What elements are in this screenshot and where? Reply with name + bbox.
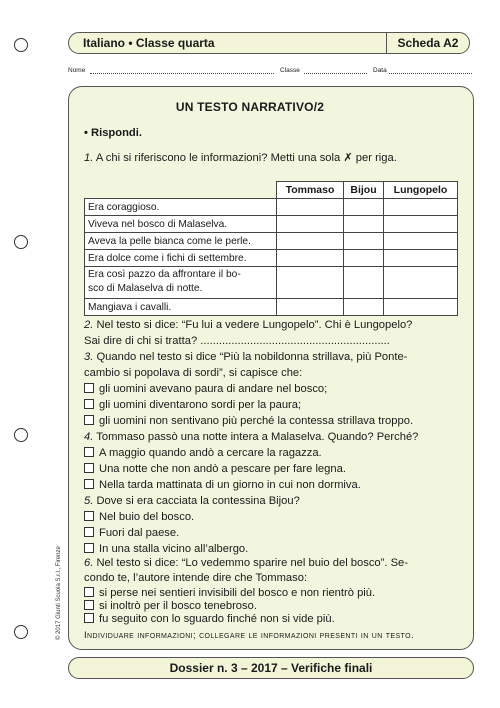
option-item[interactable] [84,415,413,427]
subject-label: Italiano • Classe quarta [83,36,215,50]
answer-cell[interactable] [384,250,458,267]
table-header: Lungopelo [384,182,458,199]
date-field[interactable] [389,72,472,74]
question-text: Tommaso passò una notte intera a Malaselva. Quando? Perché? [96,431,419,443]
question-6 [84,557,408,569]
checkbox[interactable] [84,511,94,521]
learning-objectives: Individuare informazioni; collegare le informazioni presenti in un testo. [84,630,414,641]
footer-bar: Dossier n. 3 – 2017 – Verifiche finali [68,657,474,679]
checkbox[interactable] [84,587,94,597]
class-field[interactable] [304,72,367,74]
row-label: Era coraggioso. [85,199,277,216]
checkbox[interactable] [84,383,94,393]
table-row [85,250,458,267]
option-item[interactable] [84,383,327,395]
option-item[interactable] [84,587,375,599]
class-label: Classe [280,67,300,74]
answer-cell[interactable] [384,199,458,216]
binder-hole [14,428,28,442]
table-row [85,267,458,299]
answer-cell[interactable] [344,299,384,316]
question-text: Quando nel testo si dice “Più la nobildonna strillava, più Ponte- [96,351,408,363]
question-6-cont: condo te, l’autore intende dire che Tommaso: [84,572,308,584]
question-number: 2. [84,319,94,331]
checkbox[interactable] [84,613,94,623]
question-number: 4. [84,431,94,443]
question-number: 1. [84,152,94,164]
checkbox[interactable] [84,527,94,537]
row-label [85,267,277,299]
table-header: Bijou [344,182,384,199]
question-2-answer-line: Sai dire di chi si tratta? ............................................................. [84,335,390,347]
answer-cell[interactable] [344,199,384,216]
option-item[interactable] [84,600,257,612]
answer-cell[interactable] [344,250,384,267]
question-1 [84,151,397,164]
question-text: Nel testo si dice: “Fu lui a vedere Lungopelo”. Chi è Lungopelo? [96,319,413,331]
row-label: Era dolce come i fichi di settembre. [85,250,277,267]
answer-cell[interactable] [277,199,344,216]
option-item[interactable] [84,527,179,539]
checkbox[interactable] [84,600,94,610]
row-label: Viveva nel bosco di Malaselva. [85,216,277,233]
question-number: 5. [84,495,94,507]
answer-cell[interactable] [384,267,458,299]
option-label: A maggio quando andò a cercare la ragazza. [99,447,322,459]
date-label: Data [373,67,387,74]
page-title: UN TESTO NARRATIVO/2 [175,100,325,114]
checkbox[interactable] [84,479,94,489]
copyright-note: © 2017 Giunti Scuola S.r.l., Firenze [56,546,62,640]
answer-cell[interactable] [277,233,344,250]
checkbox[interactable] [84,543,94,553]
option-label: gli uomini non sentivano più perché la contessa strillava troppo. [99,415,414,427]
table-row [85,199,458,216]
answer-table [84,181,458,316]
question-text: A chi si riferiscono le informazioni? Metti una sola ✗ per riga. [95,152,397,164]
question-number: 3. [84,351,94,363]
option-label: si inoltrò per il bosco tenebroso. [99,600,257,612]
answer-cell[interactable] [277,267,344,299]
question-number: 6. [84,557,94,569]
row-label: Aveva la pelle bianca come le perle. [85,233,277,250]
answer-cell[interactable] [344,233,384,250]
instruction: • Rispondi. [84,127,142,139]
binder-hole [14,625,28,639]
checkbox[interactable] [84,463,94,473]
question-5 [84,495,300,507]
row-label-line: sco di Malaselva di notte. [88,283,203,294]
answer-cell[interactable] [277,250,344,267]
option-label: gli uomini diventarono sordi per la paura; [99,399,302,411]
answer-cell[interactable] [384,299,458,316]
answer-cell[interactable] [384,216,458,233]
question-text: Dove si era cacciata la contessina Bijou? [96,495,300,507]
option-label: Nella tarda mattinata di un giorno in cui non dormiva. [99,479,361,491]
student-info-line [68,67,472,77]
row-label: Mangiava i cavalli. [85,299,277,316]
option-label: gli uomini avevano paura di andare nel bosco; [99,383,328,395]
binder-hole [14,235,28,249]
header-bar [68,32,470,54]
question-2 [84,319,412,331]
question-3 [84,351,407,363]
answer-cell[interactable] [277,299,344,316]
option-label: si perse nei sentieri invisibili del bosco e non rientrò più. [99,587,376,599]
option-label: Una notte che non andò a pescare per fare legna. [99,463,346,475]
table-corner [85,182,277,199]
checkbox[interactable] [84,415,94,425]
row-label-line: Era così pazzo da affrontare il bo- [88,269,241,280]
option-item[interactable] [84,447,322,459]
option-item[interactable] [84,463,346,475]
table-header: Tommaso [277,182,344,199]
answer-cell[interactable] [277,216,344,233]
name-label: Nome [68,67,86,74]
table-row [85,216,458,233]
option-label: In una stalla vicino all’albergo. [99,543,249,555]
answer-cell[interactable] [344,267,384,299]
table-row [85,233,458,250]
option-item[interactable] [84,613,335,625]
option-label: Fuori dal paese. [99,527,180,539]
option-item[interactable] [84,511,194,523]
option-label: fu seguito con lo sguardo finché non si vide più. [99,613,335,625]
question-text: Nel testo si dice: “Lo vedemmo sparire nel buio del bosco”. Se- [96,557,408,569]
option-item[interactable] [84,399,301,411]
checkbox[interactable] [84,399,94,409]
sheet-label: Scheda A2 [386,33,469,53]
name-field[interactable] [90,72,274,74]
answer-cell[interactable] [344,216,384,233]
option-item[interactable] [84,479,361,491]
question-4 [84,431,418,443]
option-item[interactable] [84,543,248,555]
table-row [85,299,458,316]
checkbox[interactable] [84,447,94,457]
binder-hole [14,38,28,52]
answer-cell[interactable] [384,233,458,250]
question-3-cont: cambio si popolava di sordi”, si capisce che: [84,367,303,379]
option-label: Nel buio del bosco. [99,511,195,523]
